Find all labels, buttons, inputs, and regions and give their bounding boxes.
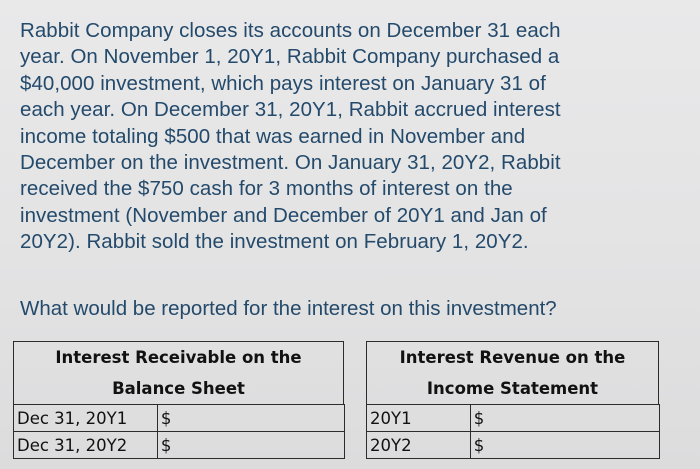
interest-receivable-table (13, 404, 345, 459)
dollar-sign: $ (473, 408, 485, 428)
interest-revenue-header (366, 341, 659, 405)
problem-line: $40,000 investment, which pays interest on January 31 of (20, 71, 546, 95)
problem-line: Rabbit Company closes its accounts on December 31 each (20, 19, 561, 42)
dollar-sign: $ (473, 435, 485, 455)
amount-input-cell[interactable] (157, 432, 344, 459)
problem-line: year. On November 1, 20Y1, Rabbit Company purchased a (20, 45, 560, 69)
problem-line: received the $750 cash for 3 months of interest on the (20, 177, 513, 201)
problem-line: December on the investment. On January 31, 20Y2, Rabbit (20, 151, 561, 175)
amount-input-cell[interactable] (470, 405, 659, 432)
header-line: Income Statement (426, 379, 599, 398)
question-text: What would be reported for the interest on this investment? (20, 297, 557, 320)
row-label: 20Y1 (367, 405, 471, 432)
interest-revenue-table (366, 404, 660, 459)
dollar-sign: $ (160, 435, 172, 455)
problem-line: income totaling $500 that was earned in November and (20, 124, 526, 148)
problem-line: 20Y2). Rabbit sold the investment on February 1, 20Y2. (20, 230, 529, 254)
dollar-sign: $ (160, 408, 172, 428)
header-line: Balance Sheet (112, 379, 245, 398)
header-line: Interest Receivable on the (55, 348, 302, 367)
amount-input-cell[interactable] (157, 405, 344, 432)
problem-line: investment (November and December of 20Y1 and Jan of (20, 203, 547, 227)
table-row (14, 432, 345, 459)
problem-statement (20, 18, 690, 256)
problem-line: each year. On December 31, 20Y1, Rabbit accrued interest (20, 98, 561, 122)
amount-input-cell[interactable] (470, 432, 659, 459)
row-label: Dec 31, 20Y1 (14, 405, 158, 432)
row-label: Dec 31, 20Y2 (14, 432, 158, 459)
table-row (14, 405, 345, 432)
table-row (367, 405, 660, 432)
table-row (367, 432, 660, 459)
row-label: 20Y2 (367, 432, 471, 459)
interest-receivable-header (13, 341, 344, 405)
header-line: Interest Revenue on the (399, 348, 626, 367)
